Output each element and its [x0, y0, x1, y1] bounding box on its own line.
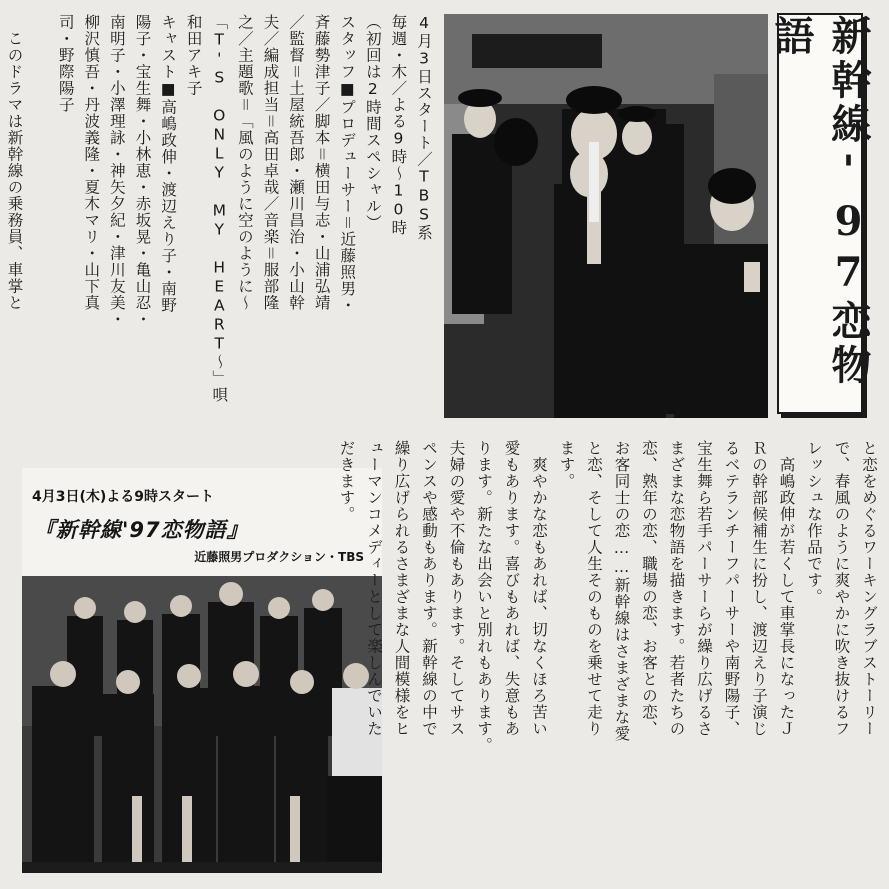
credits-text: 4月3日スタート／TBS系 毎週・木／よる9時～10時 （初回は2時間スペシャル） スタッフ■プロデューサー＝近藤照男・ 斉藤勢津子／脚本＝横田与志・山浦弘靖 ／監督＝土屋統吾郎・瀬川昌治・小山幹 夫／編成担当＝高田卓哉／音楽＝服部隆 之／主題歌＝「風のように空のように～ 「T'S ONLY MY HEART～」唄 和田アキ子 キャスト■高嶋政伸・渡辺えり子・南野 陽子・宝生舞・小林恵・赤坂晃・亀山忍・ 南明子・小澤理詠・神矢夕紀・津川友美・ 柳沢慎吾・丹波義隆・夏木マリ・山下真 司・野際陽子 このドラマは新幹線の乗務員、車掌と	[5, 14, 433, 403]
event-banner	[22, 468, 382, 576]
group-cast-illustration	[22, 576, 382, 873]
banner-title: 『新幹線'97恋物語』	[34, 518, 249, 542]
banner-start-date: 4月3日(木)よる9時スタート	[32, 489, 215, 505]
cast-uniform-illustration	[444, 14, 768, 418]
article-body: と恋をめぐるワーキングラブストーリー で、春風のように爽やかに吹き抜けるフ レッシュな作品です。 高嶋政伸が若くして車掌長になったＪ Ｒの幹部候補生に扮し、渡辺えり子演じ るベテランチーフパーサーや南野陽子、 宝生舞ら若手パーサーらが繰り広げるさ まざまな恋物語を描きます。若者たちの 恋、熟年の恋、職場の恋、お客との恋、 お客同士の恋……新幹線はさまざまな愛 と恋、そして人生そのものを乗せて走り ます。 爽やかな恋もあれば、切なくほろ苦い 愛もあります。喜びもあれば、失意もあ ります。新たな出会いと別れもあります。 夫婦の愛や不倫もあります。そしてサス ペンスや感動もあります。新幹線の中で 繰り広げられるさまざまな人間模様をヒ ューマンコメディーとして楽しんでいた だきます。	[337, 440, 878, 754]
press-event-photo	[22, 468, 382, 873]
banner-credit: 近藤照男プロダクション・TBS	[194, 550, 364, 564]
drama-title: 新幹線'97恋物語	[768, 15, 872, 388]
cast-uniform-photo	[444, 14, 768, 418]
title-box	[768, 13, 872, 414]
